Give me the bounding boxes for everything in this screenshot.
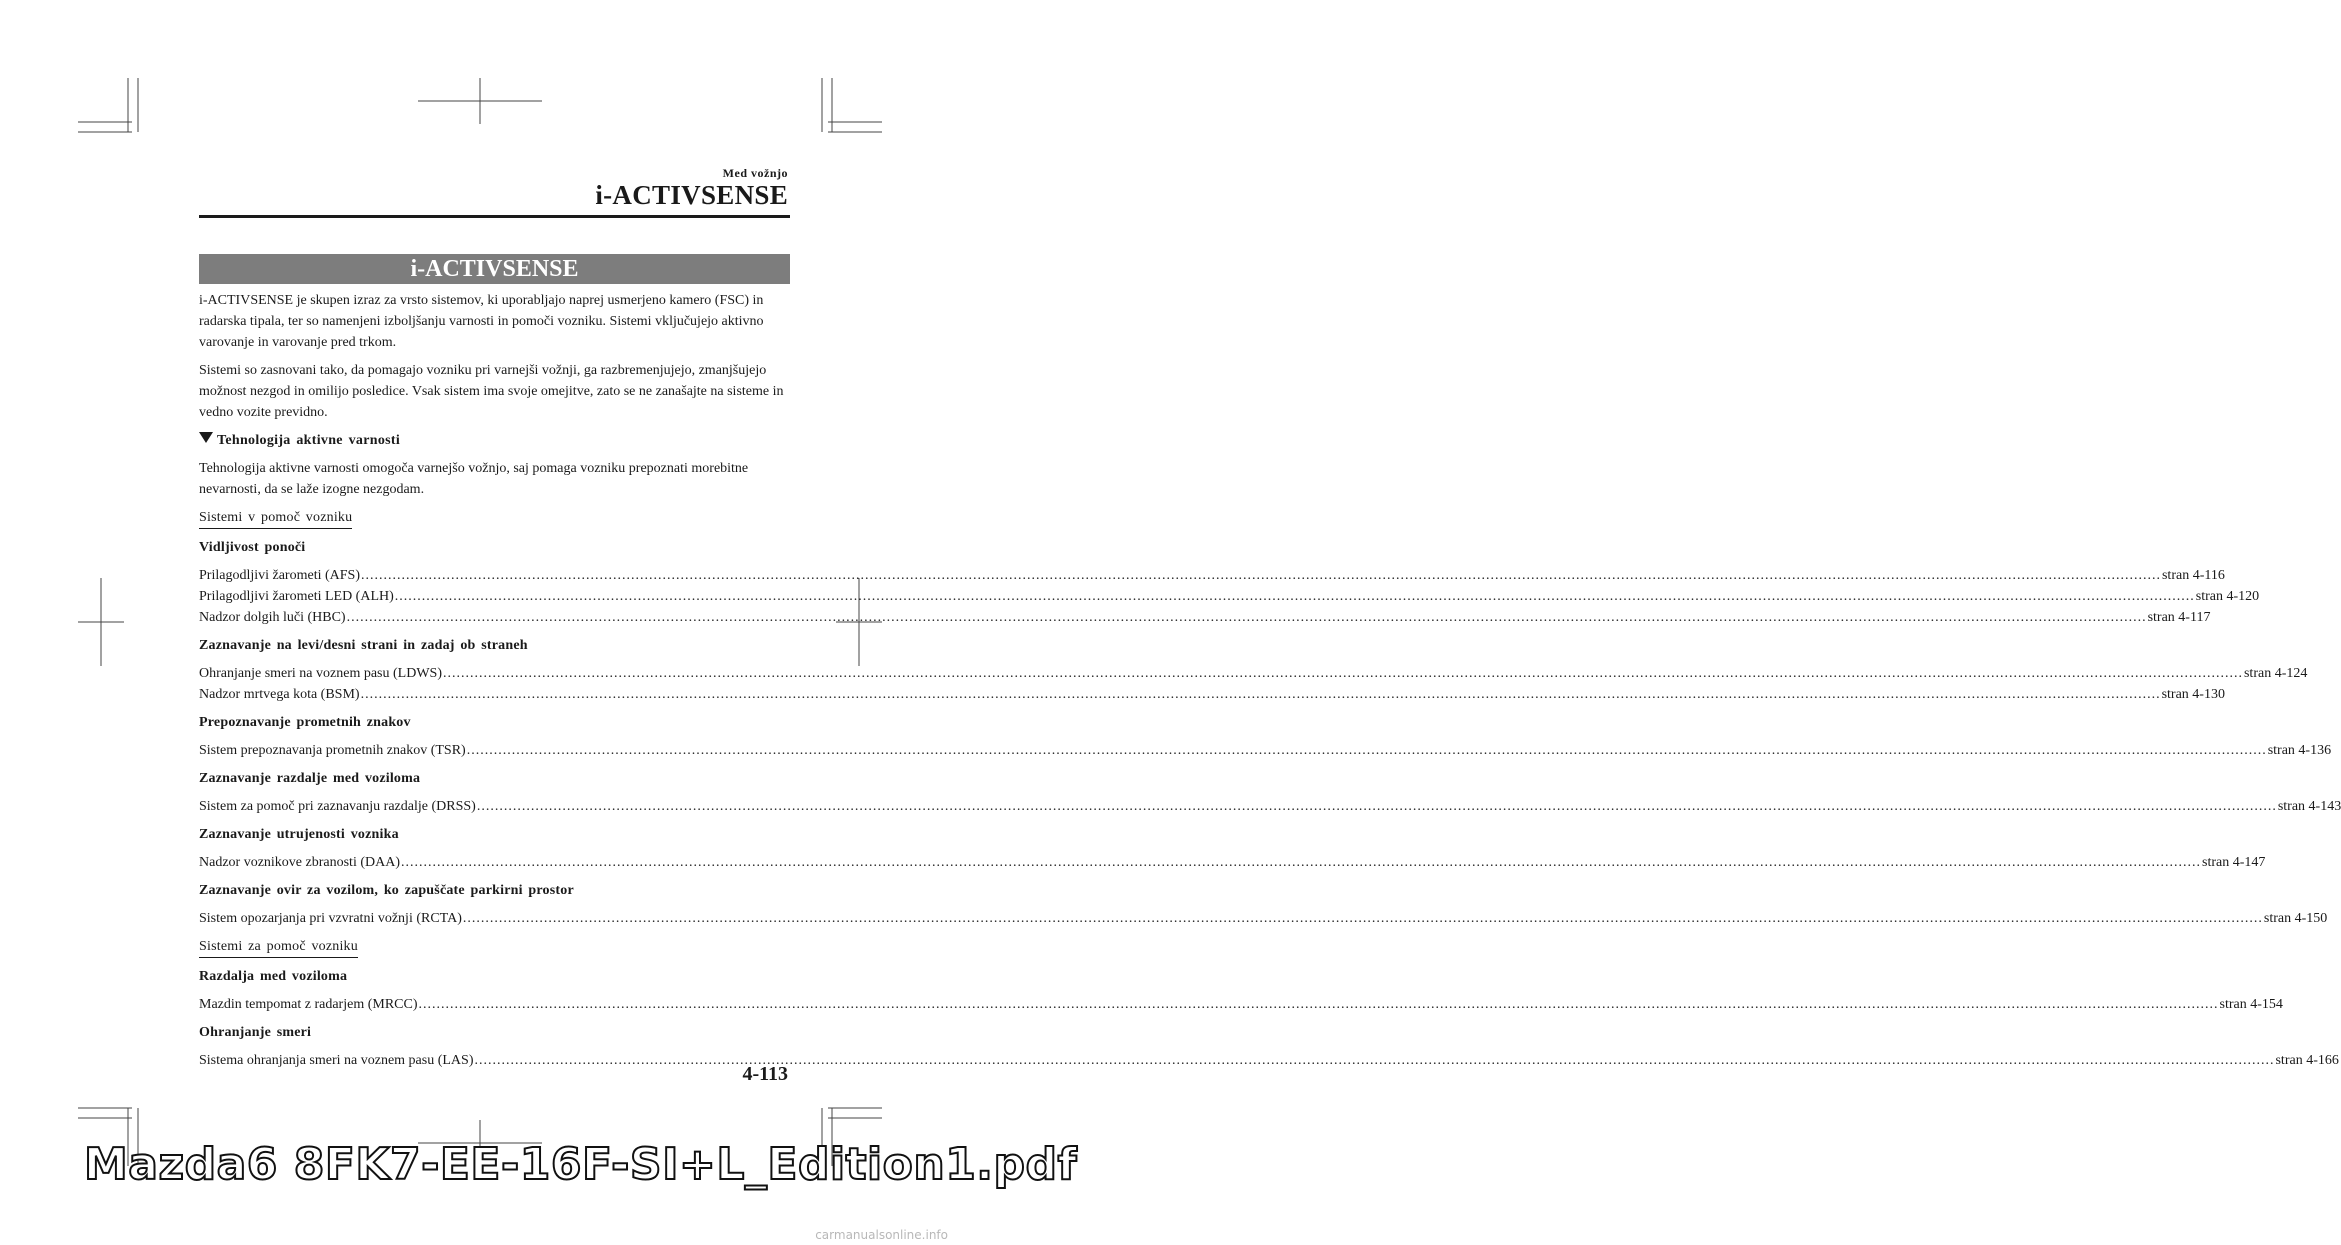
triangle-down-icon bbox=[199, 432, 213, 443]
toc-leader-dots: ................................................................................................................................................................................................................................................................................................................................................................................................................ bbox=[418, 997, 2219, 1012]
pdf-filename-watermark: Mazda6 8FK7-EE-16F-SI+L_Edition1.pdf bbox=[84, 1139, 1078, 1190]
toc-entry-page: stran 4-147 bbox=[2202, 855, 2266, 870]
toc-entry-name: Nadzor voznikove zbranosti (DAA) bbox=[199, 855, 400, 870]
toc-list bbox=[199, 565, 2260, 628]
toc-entry-page: stran 4-143 bbox=[2277, 799, 2341, 814]
toc-subsection-heading: Vidljivost ponoči bbox=[199, 540, 306, 555]
toc-entry-page: stran 4-130 bbox=[2161, 687, 2225, 702]
toc-subsection-heading: Zaznavanje na levi/desni strani in zadaj ob straneh bbox=[199, 638, 528, 653]
toc-entry[interactable] bbox=[199, 994, 2283, 1015]
section-heading bbox=[199, 430, 790, 451]
toc-entry-page: stran 4-124 bbox=[2243, 666, 2308, 681]
toc-subsection-heading: Prepoznavanje prometnih znakov bbox=[199, 715, 411, 730]
toc-list bbox=[199, 1050, 2339, 1071]
toc-entry[interactable] bbox=[199, 852, 2266, 873]
toc-list bbox=[199, 994, 2283, 1015]
toc-entry-name: Sistema ohranjanja smeri na voznem pasu (LAS) bbox=[199, 1053, 474, 1068]
toc-entry-page: stran 4-116 bbox=[2161, 568, 2225, 583]
toc-entry-name: Prilagodljivi žarometi LED (ALH) bbox=[199, 589, 394, 604]
toc-subsection-heading: Ohranjanje smeri bbox=[199, 1025, 312, 1040]
toc-leader-dots: ................................................................................................................................................................................................................................................................................................................................................................................................................ bbox=[442, 666, 2243, 681]
toc-subsection-heading: Razdalja med voziloma bbox=[199, 969, 348, 984]
intro-paragraph-1: i-ACTIVSENSE je skupen izraz za vrsto sistemov, ki uporabljajo naprej usmerjeno kamero (FSC) in radarska tipala, ter so namenjeni izboljšanju varnosti in pomoči vozniku. Sistemi vključujejo aktivno varovanje in varovanje pred trkom. bbox=[199, 293, 764, 350]
toc-leader-dots: ................................................................................................................................................................................................................................................................................................................................................................................................................ bbox=[401, 855, 2201, 870]
toc-subsection-heading: Zaznavanje utrujenosti voznika bbox=[199, 827, 399, 842]
toc-entry[interactable] bbox=[199, 740, 2332, 761]
toc-entry-name: Prilagodljivi žarometi (AFS) bbox=[199, 568, 360, 583]
toc-entry[interactable] bbox=[199, 607, 2211, 628]
toc-list bbox=[199, 852, 2266, 873]
chapter-title-bar: i-ACTIVSENSE bbox=[199, 254, 790, 284]
header-divider bbox=[199, 215, 790, 218]
toc-subsection-heading: Zaznavanje razdalje med voziloma bbox=[199, 771, 421, 786]
toc-entry[interactable] bbox=[199, 684, 2225, 705]
toc-leader-dots: ................................................................................................................................................................................................................................................................................................................................................................................................................ bbox=[360, 568, 2161, 583]
toc-list bbox=[199, 740, 2332, 761]
toc-group-heading bbox=[199, 507, 790, 537]
toc-entry[interactable] bbox=[199, 565, 2225, 586]
toc-groups bbox=[199, 507, 2341, 1071]
toc-leader-dots: ................................................................................................................................................................................................................................................................................................................................................................................................................ bbox=[476, 799, 2277, 814]
toc-entry-name: Mazdin tempomat z radarjem (MRCC) bbox=[199, 997, 418, 1012]
toc-entry-name: Sistem prepoznavanja prometnih znakov (TSR) bbox=[199, 743, 466, 758]
running-header-title: i-ACTIVSENSE bbox=[595, 180, 788, 210]
toc-leader-dots: ................................................................................................................................................................................................................................................................................................................................................................................................................ bbox=[474, 1053, 2275, 1068]
running-header-section: Med vožnjo bbox=[722, 166, 788, 180]
toc-entry-page: stran 4-117 bbox=[2147, 610, 2211, 625]
toc-entry-page: stran 4-166 bbox=[2275, 1053, 2339, 1068]
page-content bbox=[199, 290, 2341, 1078]
toc-list bbox=[199, 796, 2341, 817]
toc-entry-page: stran 4-150 bbox=[2263, 911, 2328, 926]
toc-entry-page: stran 4-136 bbox=[2267, 743, 2332, 758]
toc-entry-name: Nadzor dolgih luči (HBC) bbox=[199, 610, 346, 625]
toc-group-title: Sistemi v pomoč vozniku bbox=[199, 509, 352, 529]
intro-paragraph-2: Sistemi so zasnovani tako, da pomagajo vozniku pri varnejši vožnji, ga razbremenjujejo, zmanjšujejo možnost nezgod in omilijo posledice. Vsak sistem ima svoje omejitve, zato se ne zanašajte na sisteme in vedno vozite previdno. bbox=[199, 363, 784, 420]
toc-entry-name: Ohranjanje smeri na voznem pasu (LDWS) bbox=[199, 666, 442, 681]
toc-group-title: Sistemi za pomoč vozniku bbox=[199, 938, 358, 958]
toc-group-heading bbox=[199, 936, 790, 966]
toc-list bbox=[199, 663, 2308, 705]
section-text: Tehnologija aktivne varnosti omogoča varnejšo vožnjo, saj pomaga vozniku prepoznati morebitne nevarnosti, da se laže izogne nezgodam. bbox=[199, 461, 749, 497]
toc-entry[interactable] bbox=[199, 586, 2260, 607]
toc-entry[interactable] bbox=[199, 796, 2341, 817]
toc-entry-name: Nadzor mrtvega kota (BSM) bbox=[199, 687, 360, 702]
section-heading-text: Tehnologija aktivne varnosti bbox=[217, 433, 401, 448]
toc-entry-page: stran 4-154 bbox=[2219, 997, 2283, 1012]
toc-entry[interactable] bbox=[199, 663, 2308, 684]
toc-leader-dots: ................................................................................................................................................................................................................................................................................................................................................................................................................ bbox=[394, 589, 2195, 604]
toc-list bbox=[199, 908, 2328, 929]
toc-leader-dots: ................................................................................................................................................................................................................................................................................................................................................................................................................ bbox=[466, 743, 2267, 758]
toc-entry-name: Sistem opozarjanja pri vzvratni vožnji (RCTA) bbox=[199, 911, 462, 926]
toc-leader-dots: ................................................................................................................................................................................................................................................................................................................................................................................................................ bbox=[346, 610, 2147, 625]
toc-entry[interactable] bbox=[199, 1050, 2339, 1071]
toc-entry[interactable] bbox=[199, 908, 2328, 929]
toc-subsection-heading: Zaznavanje ovir za vozilom, ko zapuščate parkirni prostor bbox=[199, 883, 574, 898]
page-number: 4-113 bbox=[742, 1063, 788, 1085]
site-watermark: carmanualsonline.info bbox=[815, 1228, 948, 1242]
toc-entry-page: stran 4-120 bbox=[2195, 589, 2260, 604]
toc-leader-dots: ................................................................................................................................................................................................................................................................................................................................................................................................................ bbox=[360, 687, 2161, 702]
toc-entry-name: Sistem za pomoč pri zaznavanju razdalje (DRSS) bbox=[199, 799, 476, 814]
toc-leader-dots: ................................................................................................................................................................................................................................................................................................................................................................................................................ bbox=[462, 911, 2263, 926]
